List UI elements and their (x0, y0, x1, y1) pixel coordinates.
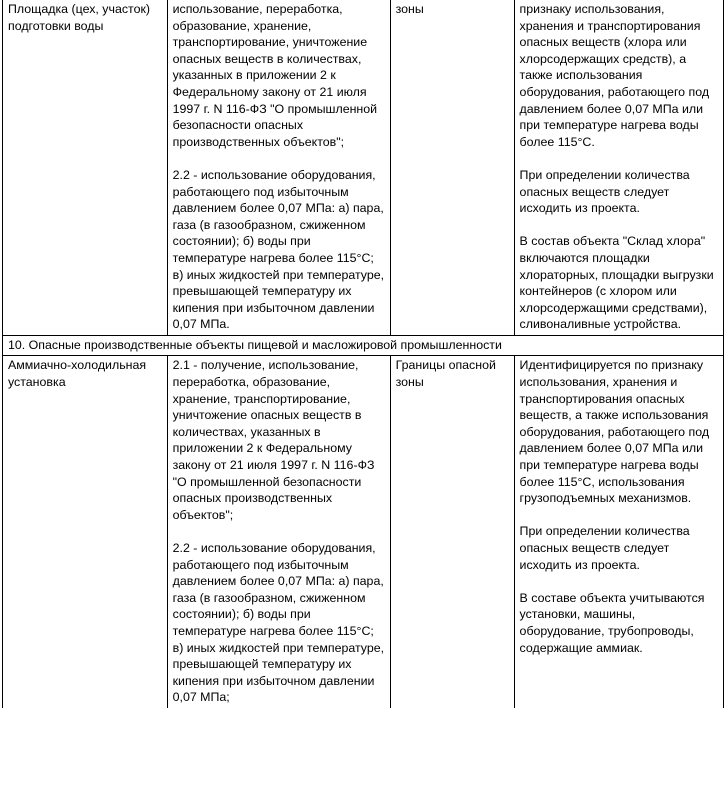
object-name: Площадка (цех, участок) подготовки воды (8, 2, 151, 33)
notes-cell (514, 356, 723, 708)
criteria-cell (167, 0, 390, 335)
criteria-paragraph: 2.1 - получение, использование, переработка, образование, хранение, транспортирование, уничтожение опасных веществ в количествах, указанных в приложении 2 к Федеральному закону от 21 июля 1997 г. N 116-ФЗ "О промышленной безопасности опасных производственных объектов"; (172, 358, 375, 522)
boundary-text: Границы опасной зоны (395, 358, 496, 390)
section-header: 10. Опасные производственные объекты пищевой и масложировой промышленности (3, 335, 724, 356)
boundary-cell (390, 0, 514, 335)
criteria-paragraph: 2.2 - использование оборудования, работающего под избыточным давлением более 0,07 МПа: а) пара, газа (в газообразном, сжиженном состоянии); б) воды при температуре нагрева более 115°С; в) иных жидкостей при температуре, превышающей температуру их кипения при избыточном давлении 0,07 МПа. (172, 167, 385, 332)
criteria-paragraph: использование, переработка, образование, хранение, транспортирование, уничтожение опасных веществ в количествах, указанных в приложении 2 к Федеральному закону от 21 июля 1997 г. N 116-ФЗ "О промышленной безопасности опасных производственных объектов"; (172, 2, 378, 149)
boundary-text: зоны (395, 2, 424, 16)
notes-paragraph: В состав объекта "Склад хлора" включаются площадки хлораторных, площадки выгрузки контейнеров (с хлором или хлорсодержащими средствами), сливоналивные устройства. (519, 234, 714, 332)
notes-paragraph: В составе объекта учитываются установки, машины, оборудование, трубопроводы, содержащие аммиак. (519, 590, 705, 655)
table-row (3, 356, 724, 708)
notes-paragraph: При определении количества опасных веществ следует исходить из проекта. (519, 167, 690, 216)
table-row (3, 0, 724, 335)
section-header-row (3, 335, 724, 356)
criteria-cell (167, 356, 390, 708)
notes-cell (514, 0, 723, 335)
hazardous-objects-table (2, 0, 724, 708)
boundary-cell (390, 356, 514, 708)
notes-paragraph: Идентифицируется по признаку использования, хранения и транспортирования опасных веществ, а также использования оборудования, работающего под давлением более 0,07 МПа или при температуре нагрева воды более 115°С, использования грузоподъемных механизмов. (519, 358, 710, 506)
object-name-cell (3, 0, 168, 335)
notes-paragraph: признаку использования, хранения и транспортирования опасных веществ (хлора или хлорсодержащих средств), а также использования оборудования, работающего под давлением более 0,07 МПа или при температуре нагрева воды более 115°С. (519, 2, 710, 149)
object-name-cell (3, 356, 168, 708)
notes-paragraph: При определении количества опасных веществ следует исходить из проекта. (519, 524, 690, 572)
criteria-paragraph: 2.2 - использование оборудования, работающего под избыточным давлением более 0,07 МПа: а) пара, газа (в газообразном, сжиженном состоянии); б) воды при температуре нагрева более 115°С; в) иных жидкостей при температуре, превышающей температуру их кипения при избыточном давлении 0,07 МПа; (172, 541, 385, 705)
object-name: Аммиачно-холодильная установка (8, 358, 147, 390)
